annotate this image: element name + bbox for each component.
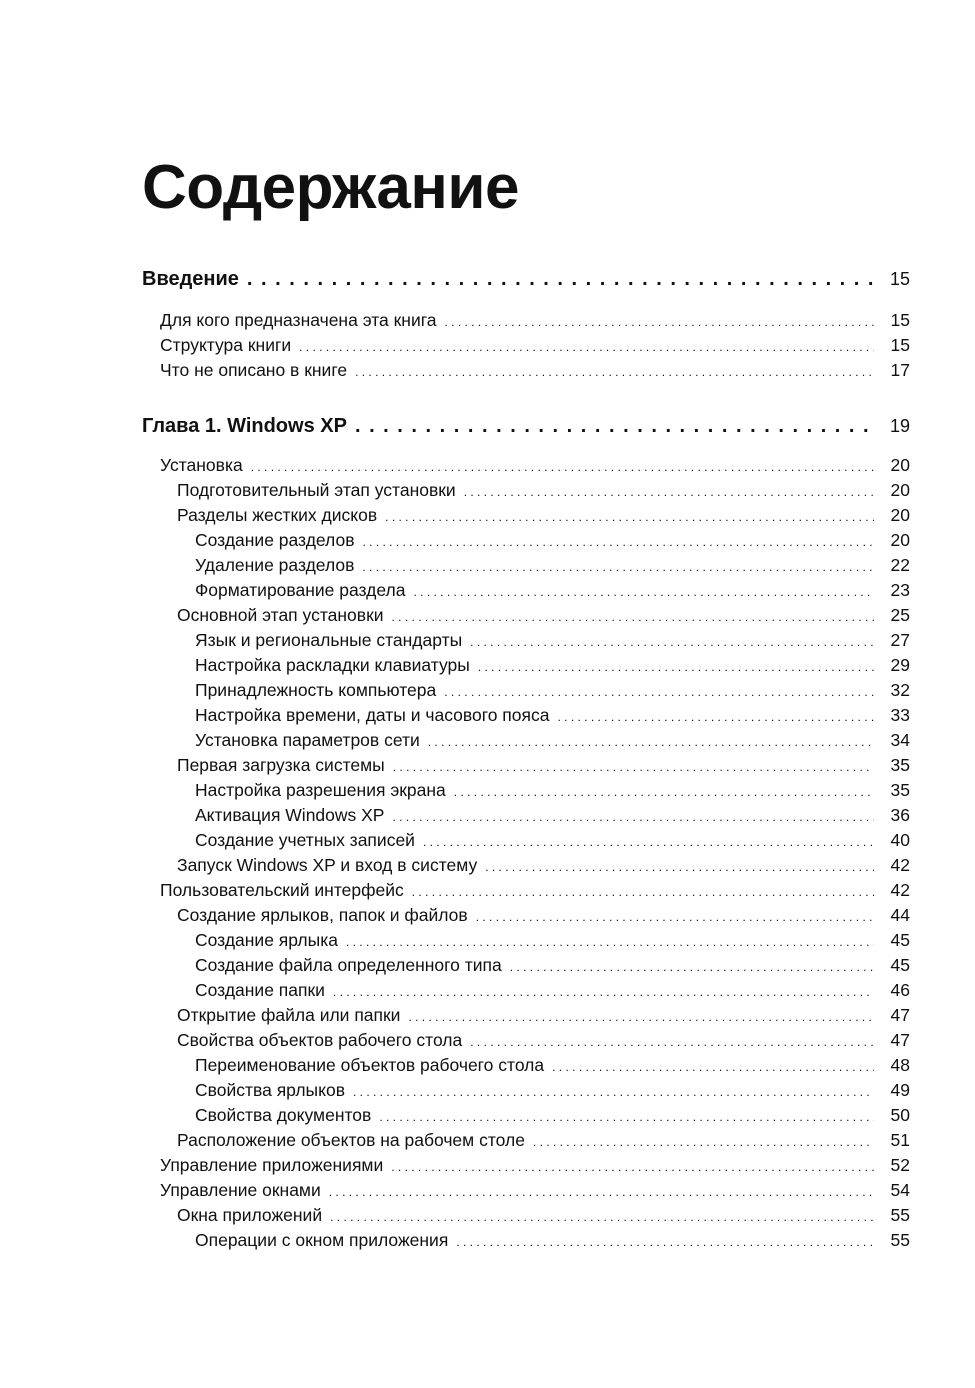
dot-leader [329,1185,874,1199]
dot-leader [355,365,874,379]
toc-entry[interactable] [160,335,910,356]
toc-entry-page-number: 42 [890,855,910,875]
toc-entry-page-number: 33 [890,705,910,725]
toc-entry-page-number: 44 [890,905,910,925]
toc-entry[interactable] [195,1080,910,1101]
toc-entry-title: Принадлежность компьютера [195,680,437,700]
toc-entry-page-number: 27 [890,630,910,650]
toc-entry-page-number: 17 [890,360,910,380]
toc-entry-title: Свойства объектов рабочего стола [177,1030,463,1050]
toc-entry-title: Установка параметров сети [195,730,420,750]
toc-entry[interactable] [177,1205,910,1226]
toc-entry[interactable] [195,705,910,726]
dot-leader [393,760,874,774]
toc-entry-title: Структура книги [160,335,292,355]
toc-chapter-entry[interactable] [142,268,910,291]
toc-entry[interactable] [195,555,910,576]
toc-entry-page-number: 45 [890,930,910,950]
toc-entry[interactable] [195,1055,910,1076]
toc-entry-page-number: 22 [890,555,910,575]
toc-entry-title: Пользовательский интерфейс [160,880,404,900]
toc-entry-title: Настройка разрешения экрана [195,780,446,800]
dot-leader [476,910,874,924]
toc-entry[interactable] [160,1180,910,1201]
toc-entry-page-number: 19 [889,416,910,436]
dot-leader [391,1160,874,1174]
toc-entry-page-number: 52 [890,1155,910,1175]
dot-leader [464,485,874,499]
toc-entry-page-number: 20 [890,530,910,550]
toc-entry-page-number: 36 [890,805,910,825]
toc-entry-title: Операции с окном приложения [195,1230,449,1250]
dot-leader [510,960,874,974]
toc-entry[interactable] [195,630,910,651]
toc-entry[interactable] [160,310,910,331]
toc-entry-title: Форматирование раздела [195,580,406,600]
toc-entry-title: Подготовительный этап установки [177,480,456,500]
toc-entry[interactable] [195,780,910,801]
toc-entry-title: Открытие файла или папки [177,1005,401,1025]
toc-entry[interactable] [195,805,910,826]
toc-entry-title: Создание учетных записей [195,830,415,850]
dot-leader [355,415,874,438]
dot-leader [346,935,874,949]
dot-leader [333,985,874,999]
toc-entry-title: Запуск Windows XP и вход в систему [177,855,478,875]
dot-leader [379,1110,874,1124]
toc-entry[interactable] [195,980,910,1001]
toc-entry-page-number: 55 [890,1205,910,1225]
toc-entry-page-number: 55 [890,1230,910,1250]
toc-entry-title: Свойства документов [195,1105,372,1125]
toc-entry-title: Создание ярлыков, папок и файлов [177,905,468,925]
toc-entry-title: Создание разделов [195,530,355,550]
toc-entry[interactable] [195,530,910,551]
dot-leader [299,340,874,354]
dot-leader [470,1035,874,1049]
toc-entry[interactable] [195,580,910,601]
dot-leader [444,685,874,699]
toc-chapter-entry[interactable] [142,415,910,438]
toc-entry-title: Окна приложений [177,1205,323,1225]
toc-entry[interactable] [195,830,910,851]
toc-entry-page-number: 20 [890,505,910,525]
dot-leader [444,315,874,329]
toc-entry-page-number: 47 [890,1005,910,1025]
toc-entry-page-number: 23 [890,580,910,600]
toc-entry-title: Управление окнами [160,1180,321,1200]
toc-entry-title: Разделы жестких дисков [177,505,378,525]
dot-leader [552,1060,874,1074]
toc-entry-page-number: 35 [890,755,910,775]
dot-leader [456,1235,874,1249]
toc-entry[interactable] [195,930,910,951]
toc-entry-title: Удаление разделов [195,555,355,575]
toc-entry-page-number: 45 [890,955,910,975]
toc-entry-page-number: 42 [890,880,910,900]
toc-entry-page-number: 46 [890,980,910,1000]
toc-entry-page-number: 15 [890,335,910,355]
dot-leader [330,1210,874,1224]
toc-entry-title: Создание ярлыка [195,930,338,950]
dot-leader [533,1135,874,1149]
page-title: Содержание [142,153,519,222]
toc-entry[interactable] [177,605,910,626]
toc-entry-page-number: 25 [890,605,910,625]
toc-entry-page-number: 15 [889,269,910,289]
dot-leader [485,860,874,874]
toc-entry-title: Основной этап установки [177,605,384,625]
toc-entry-page-number: 34 [890,730,910,750]
toc-entry-page-number: 47 [890,1030,910,1050]
toc-entry-page-number: 50 [890,1105,910,1125]
toc-entry-page-number: 49 [890,1080,910,1100]
dot-leader [470,635,874,649]
toc-entry-page-number: 20 [890,455,910,475]
toc-entry-title: Установка [160,455,243,475]
toc-entry-title: Глава 1. Windows XP [142,415,347,437]
toc-entry[interactable] [195,680,910,701]
toc-entry[interactable] [177,855,910,876]
toc-entry-title: Введение [142,268,239,290]
toc-entry-title: Настройка раскладки клавиатуры [195,655,470,675]
toc-entry-page-number: 15 [890,310,910,330]
dot-leader [392,810,874,824]
dot-leader [414,585,875,599]
toc-entry-page-number: 35 [890,780,910,800]
toc-entry-title: Что не описано в книге [160,360,348,380]
dot-leader [478,660,874,674]
toc-entry-title: Активация Windows XP [195,805,385,825]
toc-entry[interactable] [195,955,910,976]
toc-entry[interactable] [160,360,910,381]
toc-entry-page-number: 40 [890,830,910,850]
toc-entry[interactable] [177,1030,910,1051]
dot-leader [363,535,875,549]
toc-entry[interactable] [160,880,910,901]
dot-leader [423,835,874,849]
dot-leader [408,1010,874,1024]
toc-entry-page-number: 48 [890,1055,910,1075]
dot-leader [392,610,874,624]
toc-entry-title: Свойства ярлыков [195,1080,345,1100]
toc-entry-title: Расположение объектов на рабочем столе [177,1130,525,1150]
toc-entry[interactable] [160,1155,910,1176]
toc-entry[interactable] [177,505,910,526]
dot-leader [353,1085,874,1099]
toc-entry-title: Язык и региональные стандарты [195,630,463,650]
toc-entry-title: Создание файла определенного типа [195,955,502,975]
toc-entry[interactable] [195,655,910,676]
toc-entry-title: Первая загрузка системы [177,755,385,775]
dot-leader [362,560,874,574]
dot-leader [247,268,874,291]
toc-entry[interactable] [160,455,910,476]
toc-entry[interactable] [195,730,910,751]
toc-entry-title: Управление приложениями [160,1155,384,1175]
toc-entry[interactable] [177,755,910,776]
toc-entry-page-number: 51 [890,1130,910,1150]
toc-entry-page-number: 20 [890,480,910,500]
dot-leader [428,735,874,749]
toc-entry-title: Настройка времени, даты и часового пояса [195,705,550,725]
toc-entry[interactable] [177,1005,910,1026]
toc-entry[interactable] [177,905,910,926]
toc-entry[interactable] [177,480,910,501]
toc-entry[interactable] [195,1230,910,1251]
toc-entry-title: Создание папки [195,980,325,1000]
toc-entry-page-number: 29 [890,655,910,675]
dot-leader [557,710,874,724]
dot-leader [454,785,874,799]
toc-entry-title: Переименование объектов рабочего стола [195,1055,545,1075]
toc-entry[interactable] [195,1105,910,1126]
dot-leader [251,460,874,474]
dot-leader [385,510,874,524]
toc-entry-page-number: 32 [890,680,910,700]
dot-leader [412,885,874,899]
toc-entry[interactable] [177,1130,910,1151]
toc-entry-page-number: 54 [890,1180,910,1200]
toc-entry-title: Для кого предназначена эта книга [160,310,437,330]
